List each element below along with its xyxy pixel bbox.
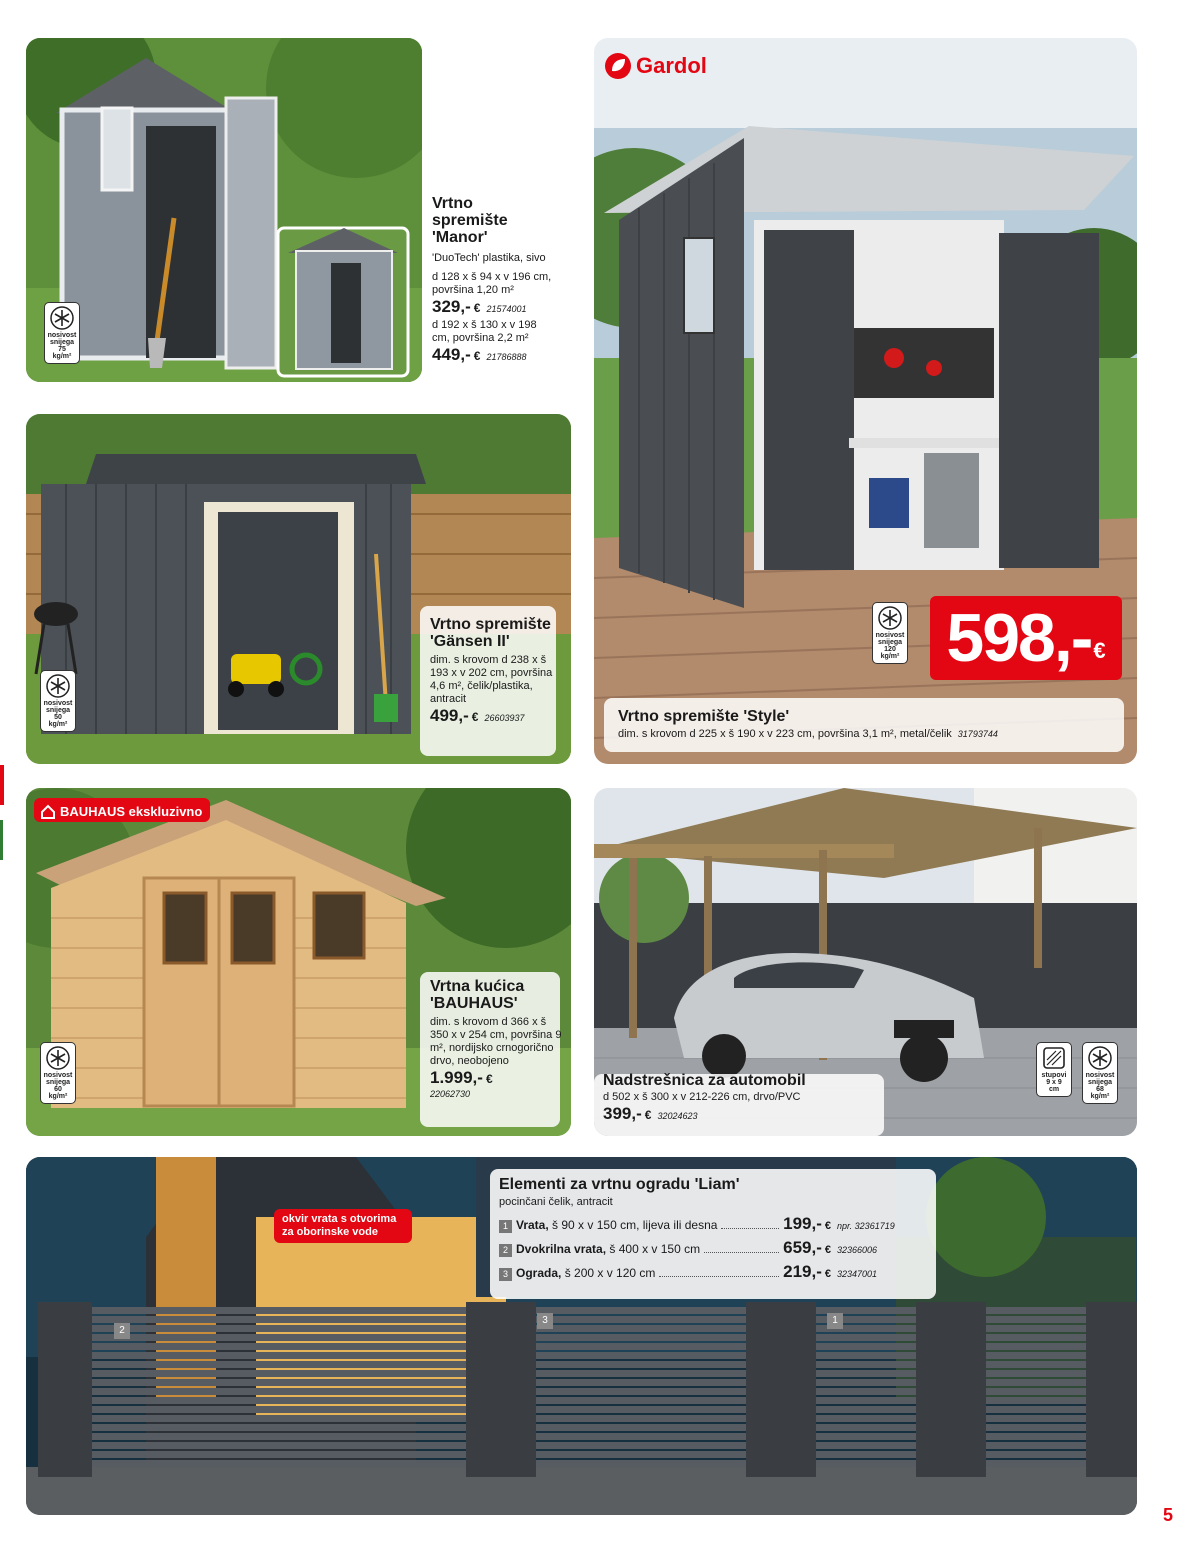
- gansen-snow-load-badge: [40, 670, 76, 732]
- carport-desc: d 502 x š 300 x v 212-226 cm, drvo/PVC: [603, 1091, 801, 1103]
- currency: €: [473, 301, 481, 315]
- article-code: 26603937: [484, 713, 525, 723]
- left-accent-top: [0, 765, 4, 805]
- item-label: [516, 1263, 655, 1284]
- style-price-badge: [930, 596, 1122, 680]
- carport-price: [603, 1104, 883, 1126]
- snow-label: snijega: [877, 639, 903, 646]
- fence-price-row: [499, 1213, 929, 1237]
- snow-label: nosivost: [43, 700, 73, 707]
- carport-snow-load-badge: [1082, 1042, 1118, 1104]
- price-value: 449,-: [432, 345, 471, 364]
- snowflake-icon: [46, 674, 70, 698]
- gansen-desc: dim. s krovom d 238 x š 193 x v 202 cm, površina 4,6 m², čelik/plastika, antracit: [430, 654, 553, 705]
- article-code: 22062730: [430, 1089, 471, 1099]
- leader-dots: [659, 1276, 779, 1277]
- fence-price-list: [499, 1213, 929, 1285]
- bauhaus-exclusive-badge: [34, 798, 210, 822]
- snow-label: snijega: [1087, 1079, 1113, 1086]
- leader-dots: [721, 1228, 779, 1229]
- bauhaus-desc: dim. s krovom d 366 x š 350 x v 254 cm, površina 9 m², nordijsko crnogorično drvo, neobojeno: [430, 1016, 562, 1067]
- big-price-currency: €: [1093, 638, 1106, 663]
- manor-snow-load-badge: [44, 302, 80, 364]
- snow-unit: kg/m²: [48, 721, 68, 728]
- article-code: 32366006: [837, 1245, 878, 1255]
- style-desc-text: dim. s krovom d 225 x š 190 x v 223 cm, površina 3,1 m², metal/čelik: [618, 728, 952, 740]
- currency: €: [644, 1108, 652, 1122]
- currency: €: [824, 1268, 831, 1280]
- price-value: 499,-: [430, 706, 469, 725]
- item-label-text: š 200 x v 120 cm: [561, 1266, 656, 1280]
- badge-label: BAUHAUS ekskluzivno: [60, 804, 203, 819]
- fence-price-row: [499, 1261, 929, 1285]
- snowflake-icon: [878, 606, 902, 630]
- price-value: 219,-: [783, 1262, 822, 1281]
- fence-tag: 3: [537, 1313, 553, 1329]
- fence-subtitle: pocinčani čelik, antracit: [499, 1196, 613, 1208]
- gardol-logo: [604, 52, 707, 80]
- style-card: [594, 38, 1137, 764]
- fence-title: Elementi za vrtnu ogradu 'Liam': [499, 1176, 740, 1193]
- page-number: 5: [1162, 1505, 1173, 1525]
- fence-info: [499, 1176, 929, 1285]
- item-label-bold: Ograda,: [516, 1266, 562, 1280]
- gardol-leaf-icon: [604, 52, 632, 80]
- item-number: 2: [499, 1244, 512, 1257]
- carport-info: [603, 1072, 883, 1126]
- bauhaus-info: [430, 978, 564, 1099]
- snow-label: snijega: [45, 707, 71, 714]
- manor-photo: [26, 38, 422, 382]
- snowflake-icon: [50, 306, 74, 330]
- snow-value: 60: [54, 1086, 62, 1093]
- snow-label: nosivost: [47, 332, 77, 339]
- manor-card: [26, 38, 422, 382]
- article-code: 21786888: [486, 352, 527, 362]
- fence-tag: 2: [114, 1323, 130, 1339]
- currency: €: [485, 1072, 493, 1086]
- fence-note-badge: [274, 1209, 412, 1243]
- posts-value: 9 x 9: [1046, 1079, 1062, 1086]
- price-value: 1.999,-: [430, 1068, 483, 1087]
- fence-tag: 1: [827, 1313, 843, 1329]
- snow-unit: kg/m²: [52, 353, 72, 360]
- gansen-title: Vrtno spremište 'Gänsen II': [430, 616, 551, 650]
- price-value: 659,-: [783, 1238, 822, 1257]
- manor-desc: 'DuoTech' plastika, sivo: [432, 252, 546, 264]
- snow-label: snijega: [49, 339, 75, 346]
- leader-dots: [704, 1252, 779, 1253]
- snow-unit: kg/m²: [1090, 1093, 1110, 1100]
- snow-unit: kg/m²: [880, 653, 900, 660]
- posts-unit: cm: [1048, 1086, 1060, 1093]
- manor-info: [432, 195, 552, 367]
- left-accent-bottom: [0, 820, 3, 860]
- article-code: 21574001: [486, 304, 527, 314]
- manor-v1-price: [432, 297, 552, 319]
- item-label: [516, 1239, 700, 1260]
- carport-posts-badge: [1036, 1042, 1072, 1097]
- bauhaus-title: Vrtna kućica 'BAUHAUS': [430, 978, 525, 1012]
- gansen-info: [430, 616, 560, 728]
- house-icon: [40, 804, 56, 820]
- currency: €: [473, 349, 481, 363]
- style-snow-load-badge: [872, 602, 908, 664]
- article-code: 32024623: [657, 1111, 698, 1121]
- style-info: [618, 708, 1118, 741]
- manor-v2-dims: d 192 x š 130 x v 198 cm, površina 2,2 m²: [432, 319, 537, 344]
- gansen-price: [430, 706, 560, 728]
- snow-label: nosivost: [875, 632, 905, 639]
- item-label-bold: Vrata,: [516, 1218, 549, 1232]
- bauhaus-snow-load-badge: [40, 1042, 76, 1104]
- snow-value: 75: [58, 346, 66, 353]
- item-number: 1: [499, 1220, 512, 1233]
- snow-value: 68: [1096, 1086, 1104, 1093]
- item-number: 3: [499, 1268, 512, 1281]
- item-label: [516, 1215, 717, 1236]
- carport-title: Nadstrešnica za automobil: [603, 1072, 806, 1089]
- currency: €: [471, 710, 479, 724]
- price-value: 329,-: [432, 297, 471, 316]
- item-label-text: š 90 x v 150 cm, lijeva ili desna: [548, 1218, 718, 1232]
- brand-name: Gardol: [636, 53, 707, 78]
- manor-v2-price: [432, 345, 552, 367]
- style-desc: [618, 728, 1118, 741]
- item-label-bold: Dvokrilna vrata,: [516, 1242, 607, 1256]
- post-section-icon: [1042, 1046, 1066, 1070]
- item-label-text: š 400 x v 150 cm: [606, 1242, 701, 1256]
- big-price-value: 598,-: [946, 600, 1092, 676]
- manor-v1-dims: d 128 x š 94 x v 196 cm, površina 1,20 m²: [432, 271, 552, 296]
- posts-label: stupovi: [1041, 1072, 1067, 1079]
- snow-label: nosivost: [43, 1072, 73, 1079]
- snow-unit: kg/m²: [48, 1093, 68, 1100]
- price-value: 199,-: [783, 1214, 822, 1233]
- snowflake-icon: [46, 1046, 70, 1070]
- snowflake-icon: [1088, 1046, 1112, 1070]
- bauhaus-price: [430, 1068, 564, 1089]
- article-code: 31793744: [957, 729, 998, 739]
- article-code: 32347001: [837, 1269, 878, 1279]
- currency: €: [824, 1244, 831, 1256]
- article-code: npr. 32361719: [837, 1221, 895, 1231]
- note-text: okvir vrata s otvorima za oborinske vode: [282, 1213, 397, 1238]
- snow-label: snijega: [45, 1079, 71, 1086]
- style-title: Vrtno spremište 'Style': [618, 708, 790, 725]
- manor-title: Vrtno spremište 'Manor': [432, 195, 508, 246]
- snow-label: nosivost: [1085, 1072, 1115, 1079]
- price-value: 399,-: [603, 1104, 642, 1123]
- currency: €: [824, 1220, 831, 1232]
- snow-value: 50: [54, 714, 62, 721]
- fence-price-row: [499, 1237, 929, 1261]
- snow-value: 120: [884, 646, 896, 653]
